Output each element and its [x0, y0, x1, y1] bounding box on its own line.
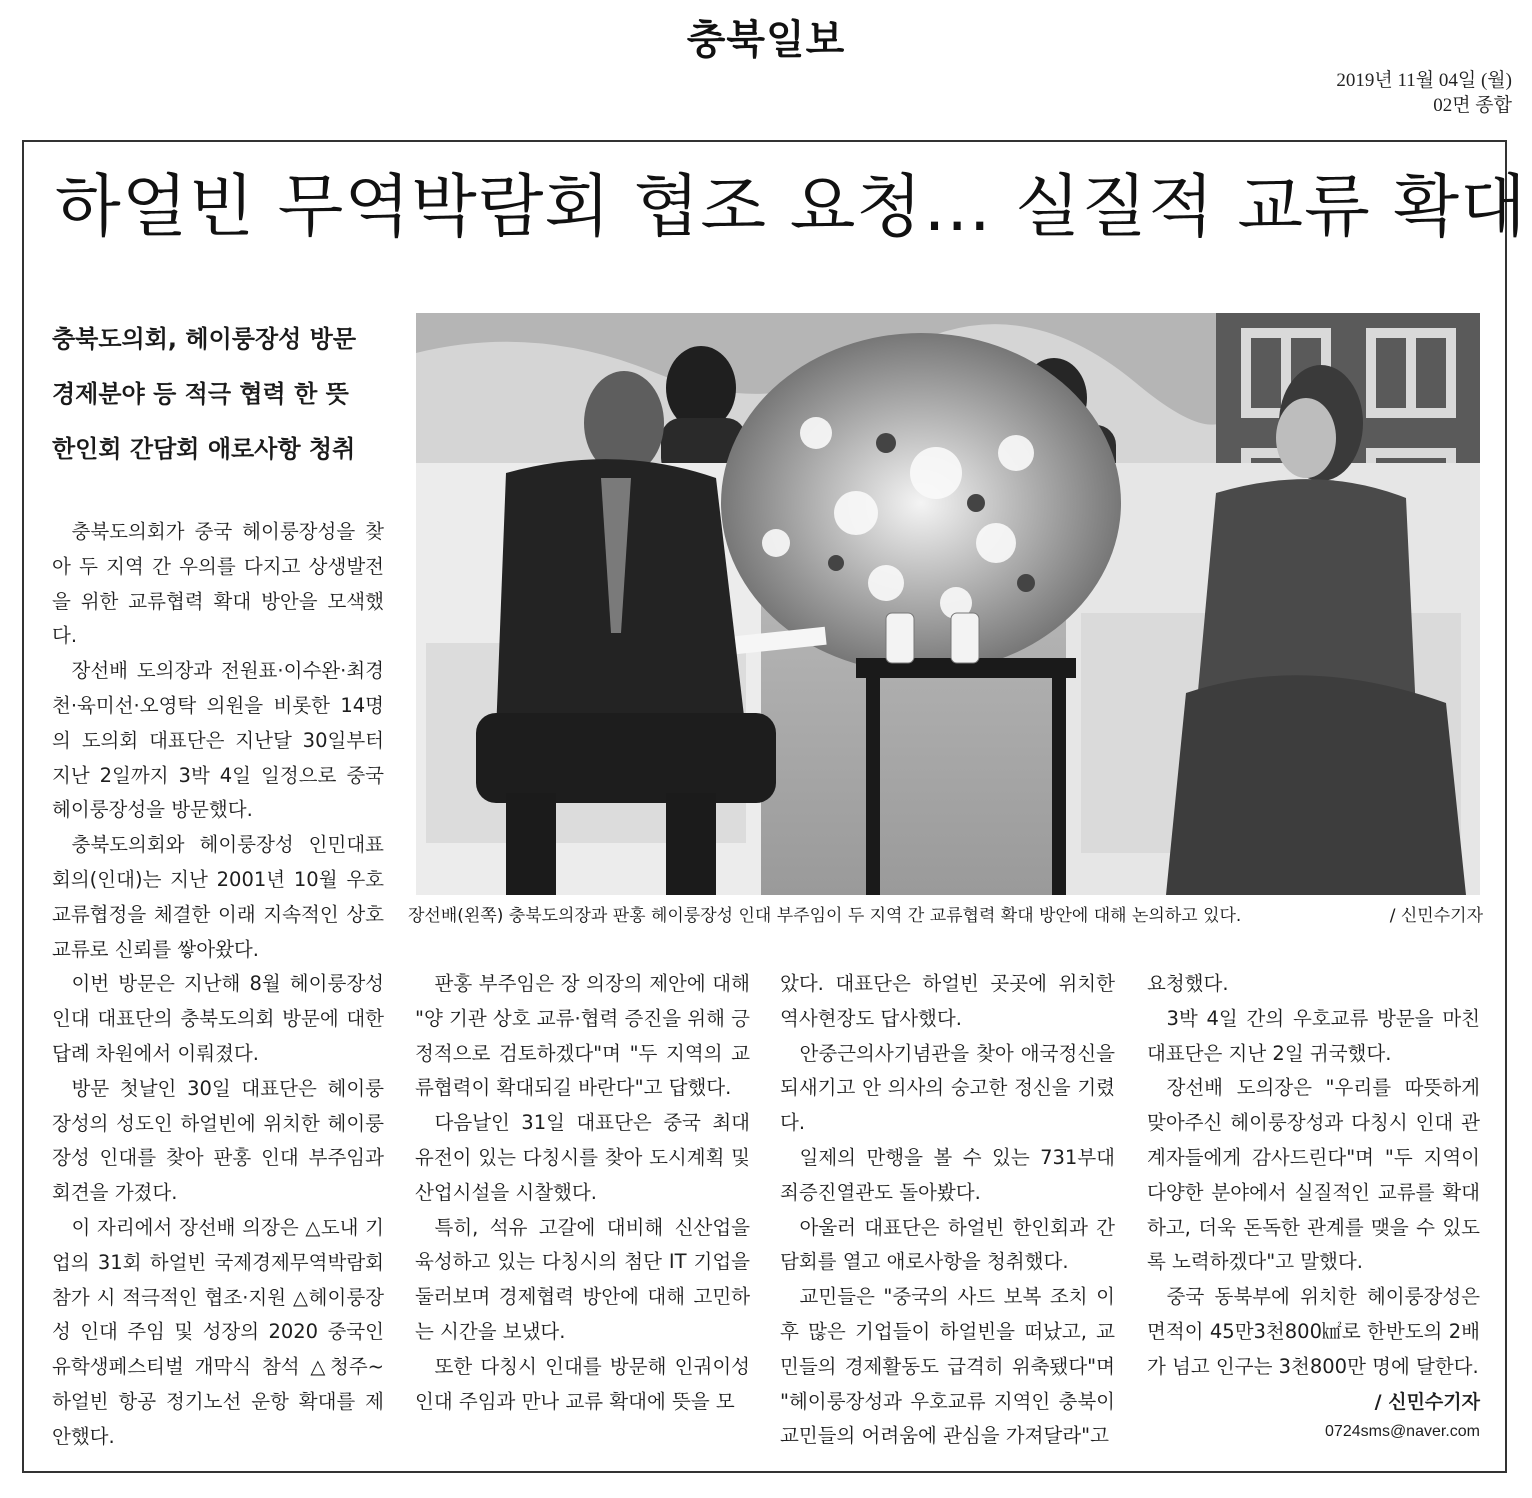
paragraph: 안중근의사기념관을 찾아 애국정신을 되새기고 안 의사의 숭고한 정신을 기렸다.	[780, 1041, 1115, 1135]
paragraph: 또한 다칭시 인대를 방문해 인궈이성 인대 주임과 만나 교류 확대에 뜻을 모	[415, 1354, 750, 1413]
paragraph-continued: 았다. 대표단은 하얼빈 곳곳에 위치한 역사현장도 답사했다.	[780, 972, 1115, 1030]
paragraph: 판홍 부주임은 장 의장의 제안에 대해 "양 기관 상호 교류·협력 증진을 위해 긍정적으로 검토하겠다"며 "두 지역의 교류협력이 확대되길 바란다"고 답했다.	[415, 972, 750, 1100]
meeting-photo-illustration	[416, 313, 1480, 895]
paragraph: 장선배 도의장은 "우리를 따뜻하게 맞아주신 헤이룽장성과 다칭시 인대 관계자들에게 감사드린다"며 "두 지역이 다양한 분야에서 실질적인 교류를 확대하고, 더욱 돈독한 관계를 맺을 수 있도록 노력하겠다"고 말했다.	[1147, 1076, 1480, 1274]
paragraph: 이번 방문은 지난해 8월 헤이룽장성 인대 대표단의 충북도의회 방문에 대한 답례 차원에서 이뤄졌다.	[52, 972, 384, 1065]
article-headline: 하얼빈 무역박람회 협조 요청… 실질적 교류 확대	[55, 168, 1527, 247]
reporter-email: 0724sms@naver.com	[1325, 1423, 1480, 1441]
subheadline: 한인회 간담회 애로사항 청취	[52, 435, 356, 463]
publish-date: 2019년 11월 04일 (월)	[1336, 70, 1512, 91]
paragraph: 다음날인 31일 대표단은 중국 최대 유전이 있는 다칭시를 찾아 도시계획 및 산업시설을 시찰했다.	[415, 1111, 750, 1204]
paragraph: 교민들은 "중국의 사드 보복 조치 이후 많은 기업들이 하얼빈을 떠났고, 교민들의 경제활동도 급격히 위축됐다"며 "헤이룽장성과 우호교류 지역인 충북이 교민들의 어려움에 관심을 가져달라"고	[780, 1285, 1115, 1448]
photo-credit: / 신민수기자	[1389, 906, 1483, 926]
subheadlines	[52, 312, 392, 477]
subheadline: 충북도의회, 헤이룽장성 방문	[52, 325, 357, 353]
photo-caption	[408, 902, 1483, 930]
body-column-3	[780, 967, 1115, 1454]
page-section: 02면 종합	[1433, 95, 1512, 116]
body-column-4	[1147, 967, 1480, 1445]
news-photo	[416, 313, 1480, 895]
paragraph: 장선배 도의장과 전원표·이수완·최경천·육미선·오영탁 의원을 비롯한 14명의 도의회 대표단은 지난달 30일부터 지난 2일까지 3박 4일 일정으로 중국 헤이룽장성을 방문했다.	[52, 659, 384, 822]
paragraph: 이 자리에서 장선배 의장은 △도내 기업의 31회 하얼빈 국제경제무역박람회 참가 시 적극적인 협조·지원 △헤이룽장성 인대 주임 및 성장의 2020 중국인 유학생페스티벌 개막식 참석 △청주~하얼빈 항공 정기노선 운항 확대를 제안했다.	[52, 1215, 384, 1448]
body-column-1	[52, 515, 384, 1455]
dateline	[1336, 68, 1512, 118]
newspaper-masthead: 충북일보	[686, 17, 846, 63]
paragraph: 충북도의회와 헤이룽장성 인민대표회의(인대)는 지난 2001년 10월 우호교류협정을 체결한 이래 지속적인 상호 교류로 신뢰를 쌓아왔다.	[52, 833, 384, 961]
paragraph: 아울러 대표단은 하얼빈 한인회과 간담회를 열고 애로사항을 청취했다.	[780, 1215, 1115, 1274]
paragraph: 3박 4일 간의 우호교류 방문을 마친 대표단은 지난 2일 귀국했다.	[1147, 1006, 1480, 1065]
reporter-byline: / 신민수기자	[1374, 1390, 1480, 1413]
body-column-2	[415, 967, 750, 1419]
subheadline: 경제분야 등 적극 협력 한 뜻	[52, 380, 349, 408]
caption-text: 장선배(왼쪽) 충북도의장과 판홍 헤이룽장성 인대 부주임이 두 지역 간 교류협력 확대 방안에 대해 논의하고 있다.	[408, 906, 1242, 926]
paragraph: 중국 동북부에 위치한 헤이룽장성은 면적이 45만3천800㎢로 한반도의 2배가 넘고 인구는 3천800만 명에 달한다.	[1147, 1285, 1480, 1378]
paragraph: 방문 첫날인 30일 대표단은 헤이룽장성의 성도인 하얼빈에 위치한 헤이룽장성 인대를 찾아 판홍 인대 부주임과 회견을 가졌다.	[52, 1076, 384, 1205]
paragraph-continued: 요청했다.	[1147, 972, 1229, 995]
paragraph: 일제의 만행을 볼 수 있는 731부대 죄증진열관도 돌아봤다.	[780, 1145, 1115, 1204]
paragraph: 특히, 석유 고갈에 대비해 신산업을 육성하고 있는 다칭시의 첨단 IT 기업을 둘러보며 경제협력 방안에 대해 고민하는 시간을 보냈다.	[415, 1215, 750, 1343]
paragraph: 충북도의회가 중국 헤이룽장성을 찾아 두 지역 간 우의를 다지고 상생발전을 위한 교류협력 확대 방안을 모색했다.	[52, 520, 384, 648]
